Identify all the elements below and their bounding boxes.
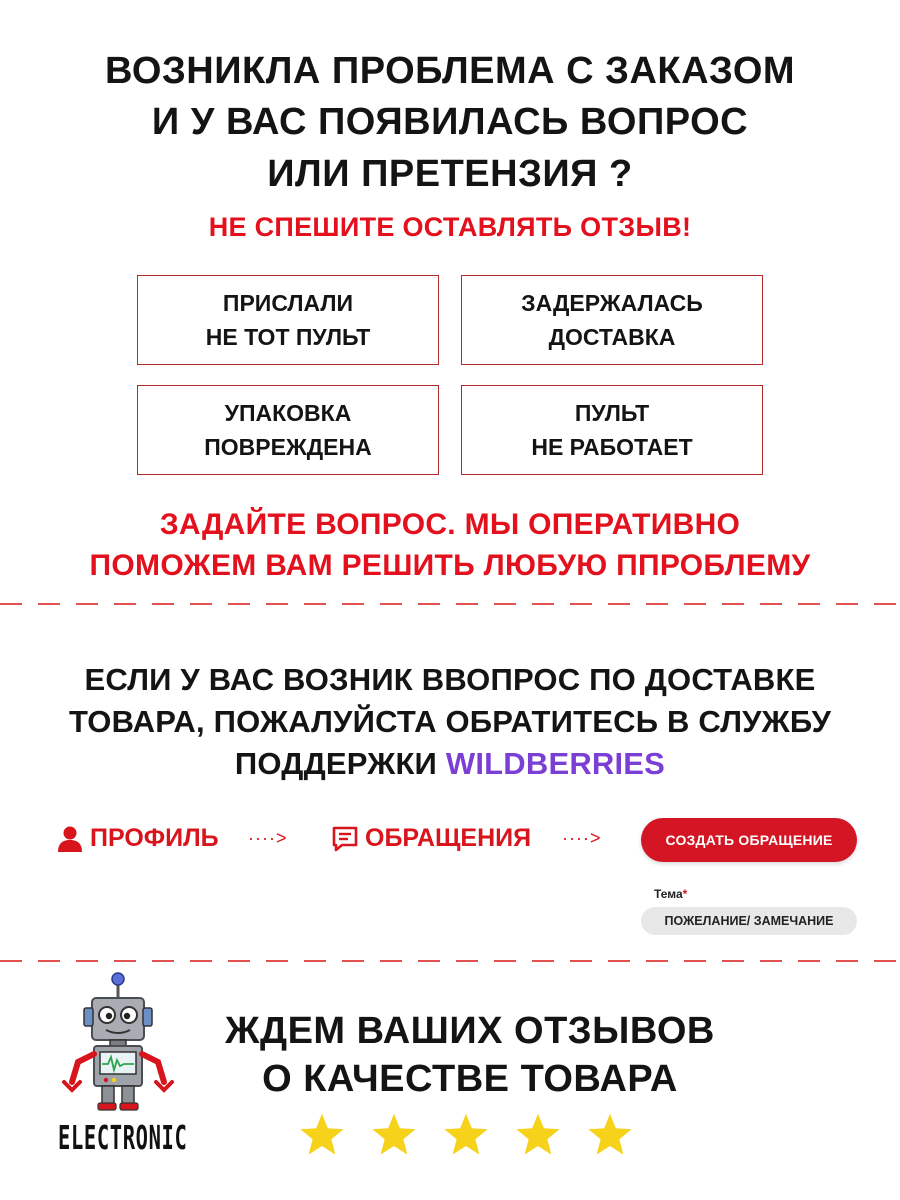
reason-line: ЗАДЕРЖАЛАСЬ bbox=[521, 290, 703, 316]
reason-line: ПОВРЕЖДЕНА bbox=[204, 434, 372, 460]
thanks-line-2: О КАЧЕСТВЕ ТОВАРА bbox=[262, 1058, 678, 1100]
robot-logo-icon bbox=[50, 970, 190, 1120]
support-line-1: ЕСЛИ У ВАС ВОЗНИК ВВОПРОС ПО ДОСТАВКЕ bbox=[84, 662, 816, 697]
topic-label bbox=[654, 887, 687, 901]
dashed-divider bbox=[0, 603, 900, 605]
reason-line: НЕ РАБОТАЕТ bbox=[531, 434, 693, 460]
reason-line: НЕ ТОТ ПУЛЬТ bbox=[205, 324, 371, 350]
reason-line: ПУЛЬТ bbox=[574, 400, 650, 426]
step-requests[interactable] bbox=[331, 824, 531, 853]
reason-line: ДОСТАВКА bbox=[548, 324, 676, 350]
topic-select[interactable]: ПОЖЕЛАНИЕ/ ЗАМЕЧАНИЕ bbox=[641, 907, 857, 935]
thanks-line-1: ЖДЕМ ВАШИХ ОТЗЫВОВ bbox=[225, 1010, 715, 1052]
warning-text: НЕ СПЕШИТЕ ОСТАВЛЯТЬ ОТЗЫВ! bbox=[208, 212, 692, 242]
reason-box-damaged-package bbox=[137, 385, 439, 475]
support-line-2: ТОВАРА, ПОЖАЛУЙСТА ОБРАТИТЕСЬ В СЛУЖБУ bbox=[68, 704, 832, 739]
support-line-3 bbox=[0, 746, 900, 782]
requests-label: ОБРАЩЕНИЯ bbox=[365, 824, 532, 852]
headline-line-2: И У ВАС ПОЯВИЛАСЬ ВОПРОС bbox=[151, 101, 749, 143]
reason-box-wrong-remote bbox=[137, 275, 439, 365]
star-icon bbox=[586, 1112, 634, 1158]
star-icon bbox=[442, 1112, 490, 1158]
topic-label-text: Тема bbox=[654, 887, 683, 901]
required-marker: * bbox=[682, 887, 688, 901]
rating-stars bbox=[298, 1112, 634, 1158]
support-line-3-text: ПОДДЕРЖКИ bbox=[234, 746, 446, 781]
cta-line-1: ЗАДАЙТЕ ВОПРОС. МЫ ОПЕРАТИВНО bbox=[159, 508, 741, 541]
step-profile[interactable] bbox=[58, 824, 219, 853]
arrow-icon: ····> bbox=[562, 828, 602, 848]
star-icon bbox=[298, 1112, 346, 1158]
headline-line-3: ИЛИ ПРЕТЕНЗИЯ ? bbox=[267, 153, 633, 195]
message-lines-icon bbox=[331, 825, 359, 853]
logo-text: ELECTRONIC bbox=[58, 1118, 188, 1157]
arrow-icon: ····> bbox=[248, 828, 288, 848]
brand-name: WILDBERRIES bbox=[445, 746, 666, 781]
profile-label: ПРОФИЛЬ bbox=[90, 824, 219, 852]
dashed-divider bbox=[0, 960, 900, 962]
headline-line-1: ВОЗНИКЛА ПРОБЛЕМА С ЗАКАЗОМ bbox=[104, 50, 796, 92]
cta-line-2: ПОМОЖЕМ ВАМ РЕШИТЬ ЛЮБУЮ ППРОБЛЕМУ bbox=[89, 549, 811, 582]
reason-line: УПАКОВКА bbox=[224, 400, 352, 426]
reason-box-delivery-delay bbox=[461, 275, 763, 365]
create-request-button[interactable]: СОЗДАТЬ ОБРАЩЕНИЕ bbox=[641, 818, 857, 862]
star-icon bbox=[370, 1112, 418, 1158]
person-icon bbox=[58, 826, 82, 852]
reason-line: ПРИСЛАЛИ bbox=[222, 290, 354, 316]
reason-box-remote-not-working bbox=[461, 385, 763, 475]
star-icon bbox=[514, 1112, 562, 1158]
